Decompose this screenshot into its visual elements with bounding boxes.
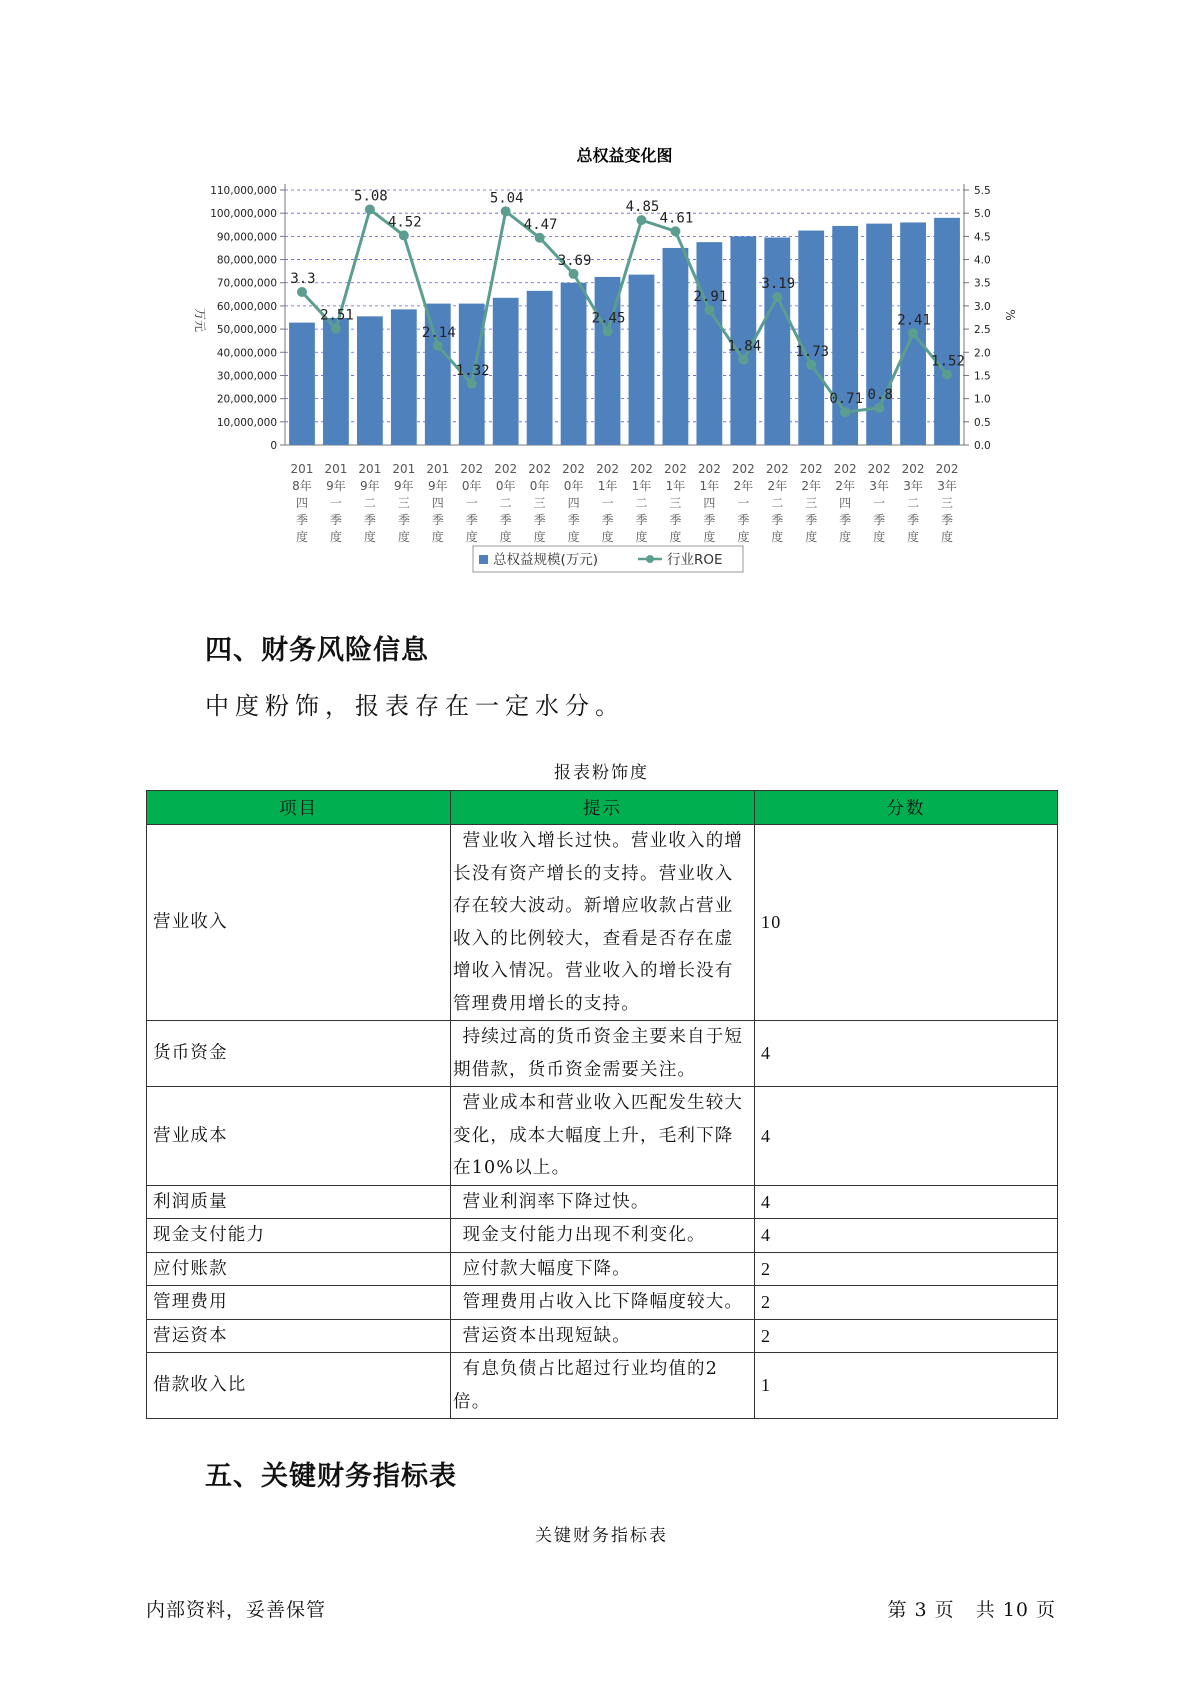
x-tick-label: 9年 [360, 479, 380, 493]
x-tick-label: 一 [601, 496, 614, 510]
x-tick-label: 0年 [529, 479, 550, 493]
roe-data-label: 2.14 [421, 324, 456, 341]
roe-point [738, 355, 748, 365]
roe-data-label: 4.47 [523, 216, 558, 233]
roe-data-label: 2.45 [591, 310, 626, 327]
x-tick-label: 3年 [869, 479, 889, 493]
roe-data-label: 1.84 [727, 338, 762, 355]
y2-tick-label: 1.0 [974, 393, 991, 406]
section4-heading: 四、财务风险信息 [205, 635, 429, 666]
risk-score-cell: 4 [755, 1219, 1058, 1253]
x-tick-label: 202 [494, 462, 518, 476]
risk-hint-text: 有息负债占比超过行业均值的2倍。 [453, 1359, 719, 1412]
x-tick-label: 201 [358, 462, 382, 476]
y2-tick-label: 4.5 [974, 231, 991, 244]
roe-point [399, 230, 409, 240]
x-tick-label: 季 [465, 513, 478, 527]
y-tick-label: 30,000,000 [216, 370, 277, 383]
risk-hint-text: 持续过高的货币资金主要来自于短期借款，货币资金需要关注。 [453, 1027, 744, 1080]
y2-tick-label: 3.0 [974, 300, 991, 313]
risk-hint-cell [451, 1087, 755, 1186]
x-tick-label: 202 [697, 462, 721, 476]
roe-data-label: 5.04 [489, 190, 524, 207]
y-tick-label: 90,000,000 [216, 231, 277, 244]
x-tick-label: 202 [935, 462, 959, 476]
x-tick-label: 度 [771, 530, 784, 544]
roe-point [331, 324, 341, 334]
x-tick-label: 度 [397, 530, 410, 544]
footer-page-number: 第 3 页 共 10 页 [887, 1599, 1056, 1621]
col-header-item: 项目 [147, 791, 451, 825]
x-tick-label: 度 [805, 530, 818, 544]
x-tick-label: 201 [324, 462, 348, 476]
x-tick-label: 9年 [326, 479, 346, 493]
risk-item-cell: 营运资本 [147, 1319, 451, 1353]
bar [527, 291, 553, 445]
roe-data-label: 0.71 [829, 391, 864, 408]
col-header-score: 分数 [755, 791, 1058, 825]
x-tick-label: 季 [873, 513, 886, 527]
bar [798, 231, 824, 445]
x-tick-label: 9年 [394, 479, 414, 493]
risk-score-cell: 2 [755, 1319, 1058, 1353]
x-tick-label: 二 [363, 496, 376, 510]
roe-point [501, 206, 511, 216]
roe-data-label: 4.61 [659, 210, 694, 227]
x-tick-label: 202 [731, 462, 755, 476]
risk-hint-text: 营运资本出现短缺。 [462, 1325, 631, 1346]
risk-score-cell: 4 [755, 1021, 1058, 1087]
col-header-hint: 提示 [451, 791, 755, 825]
x-tick-label: 三 [805, 496, 818, 510]
y2-tick-label: 5.0 [974, 208, 991, 221]
x-tick-label: 三 [397, 496, 410, 510]
roe-point [467, 379, 477, 389]
legend-line-label: 行业ROE [667, 552, 723, 568]
legend-bar-swatch [479, 555, 488, 564]
risk-table [146, 790, 1058, 1419]
x-tick-label: 季 [363, 513, 376, 527]
roe-point [636, 215, 646, 225]
table-row [147, 1252, 1058, 1286]
x-tick-label: 一 [873, 496, 886, 510]
x-tick-label: 度 [941, 530, 954, 544]
table-row [147, 825, 1058, 1021]
table-row [147, 1185, 1058, 1219]
bar [357, 316, 383, 445]
x-tick-label: 三 [941, 496, 954, 510]
roe-data-label: 2.91 [693, 289, 728, 306]
x-tick-label: 202 [901, 462, 925, 476]
x-tick-label: 1年 [665, 479, 686, 493]
x-tick-label: 201 [290, 462, 314, 476]
x-tick-label: 季 [771, 513, 784, 527]
x-tick-label: 度 [533, 530, 546, 544]
x-tick-label: 202 [765, 462, 789, 476]
x-tick-label: 度 [499, 530, 512, 544]
x-tick-label: 201 [426, 462, 450, 476]
y2-tick-label: 2.5 [974, 324, 991, 337]
x-tick-label: 二 [907, 496, 920, 510]
x-tick-label: 度 [907, 530, 920, 544]
roe-point [569, 269, 579, 279]
x-tick-label: 8年 [292, 479, 312, 493]
x-tick-label: 度 [737, 530, 750, 544]
risk-item-cell: 应付账款 [147, 1252, 451, 1286]
bar [391, 309, 417, 445]
x-tick-label: 二 [499, 496, 512, 510]
bar [934, 218, 960, 445]
x-tick-label: 0年 [461, 479, 482, 493]
key-indicators-caption: 关键财务指标表 [535, 1526, 668, 1546]
y-axis-unit: 万元 [193, 307, 207, 333]
risk-item-cell: 管理费用 [147, 1286, 451, 1320]
x-tick-label: 度 [669, 530, 682, 544]
risk-hint-text: 营业利润率下降过快。 [462, 1191, 650, 1212]
x-tick-label: 季 [397, 513, 410, 527]
x-tick-label: 季 [805, 513, 818, 527]
x-tick-label: 9年 [427, 479, 448, 493]
x-tick-label: 202 [867, 462, 891, 476]
roe-point [806, 360, 816, 370]
x-tick-label: 季 [669, 513, 682, 527]
table-row [147, 1021, 1058, 1087]
x-tick-label: 四 [295, 496, 308, 510]
bar [663, 248, 689, 445]
risk-item-cell: 营业成本 [147, 1087, 451, 1186]
x-tick-label: 度 [465, 530, 478, 544]
roe-point [772, 292, 782, 302]
roe-point [433, 341, 443, 351]
risk-hint-text: 管理费用占收入比下降幅度较大。 [462, 1292, 744, 1312]
risk-hint-text: 现金支付能力出现不利变化。 [462, 1225, 706, 1245]
x-tick-label: 三 [533, 496, 546, 510]
x-tick-label: 季 [329, 513, 342, 527]
roe-data-label: 1.32 [455, 362, 490, 379]
roe-data-label: 4.52 [387, 214, 422, 231]
x-tick-label: 三 [669, 496, 682, 510]
y-tick-label: 70,000,000 [216, 277, 277, 290]
risk-table-header-row [147, 791, 1058, 825]
roe-point [704, 305, 714, 315]
bar [493, 298, 519, 445]
x-tick-label: 202 [596, 462, 619, 476]
y-tick-label: 80,000,000 [216, 254, 277, 267]
risk-hint-cell [451, 1185, 755, 1219]
x-tick-label: 季 [635, 513, 648, 527]
x-tick-label: 1年 [597, 479, 618, 493]
x-tick-label: 季 [533, 513, 546, 527]
y2-tick-label: 4.0 [974, 254, 991, 267]
x-tick-label: 季 [499, 513, 512, 527]
x-tick-label: 季 [737, 513, 750, 527]
bar [323, 318, 349, 445]
x-tick-label: 度 [873, 530, 886, 544]
roe-data-label: 3.3 [290, 271, 316, 287]
risk-item-cell: 营业收入 [147, 825, 451, 1021]
x-tick-label: 二 [771, 496, 784, 510]
roe-data-label: 4.85 [625, 199, 660, 216]
risk-hint-cell [451, 1286, 755, 1320]
risk-item-cell: 借款收入比 [147, 1353, 451, 1419]
x-tick-label: 202 [663, 462, 687, 476]
x-tick-label: 一 [465, 496, 478, 510]
risk-score-cell: 4 [755, 1185, 1058, 1219]
roe-data-label: 3.69 [557, 252, 592, 269]
bar [696, 242, 722, 445]
risk-hint-cell [451, 1353, 755, 1419]
roe-point [840, 407, 850, 417]
roe-data-label: 3.19 [761, 276, 796, 293]
x-tick-label: 度 [567, 530, 580, 544]
y-tick-label: 110,000,000 [210, 185, 277, 197]
x-tick-label: 度 [635, 530, 648, 544]
risk-table-caption: 报表粉饰度 [554, 763, 649, 783]
x-tick-label: 四 [567, 496, 580, 510]
x-tick-label: 季 [431, 513, 444, 527]
x-tick-label: 度 [295, 530, 308, 544]
legend-line-marker [646, 555, 654, 563]
x-tick-label: 201 [392, 462, 416, 476]
roe-data-label: 2.51 [320, 307, 354, 324]
table-row [147, 1286, 1058, 1320]
y-tick-label: 10,000,000 [216, 416, 277, 429]
footer-left: 内部资料，妥善保管 [146, 1599, 327, 1621]
chart-title: 总权益变化图 [576, 146, 673, 165]
y-tick-label: 100,000,000 [210, 208, 277, 221]
risk-score-cell: 1 [755, 1353, 1058, 1419]
y2-tick-label: 3.5 [974, 277, 991, 290]
risk-score-cell: 2 [755, 1286, 1058, 1320]
x-tick-label: 四 [431, 496, 444, 510]
risk-score-cell: 10 [755, 825, 1058, 1021]
equity-chart [150, 135, 1050, 595]
x-tick-label: 度 [431, 530, 444, 544]
x-tick-label: 0年 [563, 479, 584, 493]
risk-hint-cell [451, 1021, 755, 1087]
x-tick-label: 一 [737, 496, 750, 510]
risk-score-cell: 2 [755, 1252, 1058, 1286]
roe-data-label: 0.8 [867, 386, 893, 403]
x-tick-label: 度 [839, 530, 852, 544]
roe-point [603, 326, 613, 336]
y-tick-label: 60,000,000 [216, 300, 277, 313]
x-tick-label: 度 [601, 530, 614, 544]
y-tick-label: 50,000,000 [216, 324, 277, 337]
risk-item-cell: 利润质量 [147, 1185, 451, 1219]
y2-axis-unit: % [1003, 309, 1017, 321]
roe-point [670, 226, 680, 236]
roe-point [297, 287, 307, 297]
y-tick-label: 40,000,000 [216, 347, 277, 360]
x-tick-label: 202 [799, 462, 823, 476]
x-tick-label: 季 [567, 513, 580, 527]
equity-chart-svg [150, 135, 1050, 595]
roe-data-label: 5.08 [354, 188, 388, 205]
y2-tick-label: 0.0 [974, 440, 991, 452]
risk-hint-cell [451, 1219, 755, 1253]
x-tick-label: 季 [295, 513, 308, 527]
x-tick-label: 四 [703, 496, 716, 510]
table-row [147, 1353, 1058, 1419]
x-tick-label: 2年 [733, 479, 754, 493]
x-tick-label: 四 [839, 496, 852, 510]
x-tick-label: 度 [703, 530, 716, 544]
risk-table-body [147, 825, 1058, 1419]
table-row [147, 1219, 1058, 1253]
x-tick-label: 1年 [699, 479, 720, 493]
x-tick-label: 二 [635, 496, 648, 510]
section5-heading: 五、关键财务指标表 [205, 1461, 457, 1492]
roe-point [908, 328, 918, 338]
y2-tick-label: 5.5 [974, 185, 991, 197]
x-tick-label: 202 [630, 462, 653, 476]
roe-data-label: 1.52 [931, 353, 965, 370]
x-tick-label: 2年 [801, 479, 822, 493]
risk-hint-cell [451, 825, 755, 1021]
risk-hint-text: 应付款大幅度下降。 [462, 1258, 631, 1279]
x-tick-label: 度 [329, 530, 342, 544]
y2-tick-label: 1.5 [974, 370, 991, 383]
roe-data-label: 1.73 [795, 343, 830, 360]
roe-data-label: 2.41 [897, 312, 931, 329]
risk-item-cell: 现金支付能力 [147, 1219, 451, 1253]
y2-tick-label: 2.0 [974, 347, 991, 360]
x-tick-label: 1年 [631, 479, 652, 493]
bar [764, 238, 790, 445]
x-tick-label: 202 [833, 462, 857, 476]
x-tick-label: 季 [907, 513, 920, 527]
roe-point [942, 370, 952, 380]
x-tick-label: 一 [329, 496, 342, 510]
y-tick-label: 0 [270, 440, 277, 452]
section4-intro: 中度粉饰，报表存在一定水分。 [205, 692, 625, 720]
x-tick-label: 季 [839, 513, 852, 527]
legend-bar-label: 总权益规模(万元) [493, 552, 599, 568]
risk-hint-text: 营业收入增长过快。营业收入的增长没有资产增长的支持。营业收入存在较大波动。新增应收款占营业收入的比例较大，查看是否存在虚增收入情况。营业收入的增长没有管理费用增长的支持。 [453, 831, 744, 1014]
risk-score-cell: 4 [755, 1087, 1058, 1186]
x-tick-label: 度 [363, 530, 376, 544]
roe-point [365, 204, 375, 214]
x-tick-label: 季 [601, 513, 614, 527]
x-tick-label: 2年 [767, 479, 788, 493]
x-tick-label: 季 [703, 513, 716, 527]
risk-hint-cell [451, 1319, 755, 1353]
roe-point [535, 233, 545, 243]
x-tick-label: 3年 [937, 479, 957, 493]
bar [561, 283, 587, 445]
x-tick-label: 季 [941, 513, 954, 527]
x-tick-label: 0年 [495, 479, 516, 493]
x-tick-label: 2年 [835, 479, 855, 493]
y-tick-label: 20,000,000 [216, 393, 277, 406]
x-tick-label: 3年 [903, 479, 923, 493]
x-tick-label: 202 [460, 462, 484, 476]
bar [289, 323, 315, 445]
risk-hint-cell [451, 1252, 755, 1286]
bar [629, 275, 655, 445]
roe-point [874, 403, 884, 413]
risk-hint-text: 营业成本和营业收入匹配发生较大变化，成本大幅度上升，毛利下降在10%以上。 [453, 1093, 744, 1178]
y2-tick-label: 0.5 [974, 416, 991, 429]
table-row [147, 1319, 1058, 1353]
table-row [147, 1087, 1058, 1186]
risk-item-cell: 货币资金 [147, 1021, 451, 1087]
x-tick-label: 202 [562, 462, 586, 476]
x-tick-label: 202 [528, 462, 552, 476]
